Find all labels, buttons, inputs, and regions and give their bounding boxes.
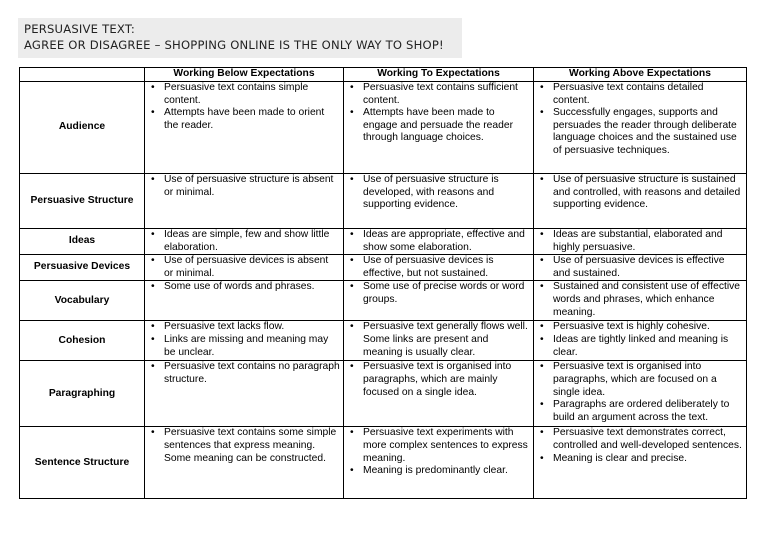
rubric-body (20, 82, 747, 499)
bullet-item: • Persuasive text lacks flow. (149, 321, 340, 334)
cell-below (145, 281, 344, 321)
column-header-above: Working Above Expectations (534, 68, 747, 82)
cell-below (145, 255, 344, 281)
header-line-1: PERSUASIVE TEXT: (24, 22, 135, 36)
bullet-list (534, 229, 746, 254)
bullet-item: • Persuasive text is organised into paragraphs, which are mainly focused on a single idea. (348, 361, 530, 399)
bullet-list (534, 281, 746, 319)
table-row (20, 174, 747, 229)
bullet-list (534, 255, 746, 280)
bullet-item: • Attempts have been made to engage and persuade the reader through language choices. (348, 107, 530, 145)
bullet-item: • Use of persuasive devices is absent or minimal. (149, 255, 340, 280)
bullet-list (145, 427, 343, 465)
criterion-label: Ideas (20, 229, 145, 255)
bullet-list (344, 255, 533, 280)
bullet-item: • Persuasive text contains some simple sentences that express meaning. Some meaning can be constructed. (149, 427, 340, 465)
cell-above (534, 229, 747, 255)
cell-above (534, 82, 747, 174)
document-header (18, 18, 462, 58)
bullet-item: • Ideas are substantial, elaborated and highly persuasive. (538, 229, 743, 254)
rubric-table (19, 67, 747, 499)
table-row (20, 229, 747, 255)
cell-above (534, 361, 747, 427)
bullet-list (534, 82, 746, 158)
criterion-label: Vocabulary (20, 281, 145, 321)
bullet-item: • Paragraphs are ordered deliberately to build an argument across the text. (538, 399, 743, 424)
bullet-item: • Ideas are simple, few and show little elaboration. (149, 229, 340, 254)
table-header-row (20, 68, 747, 82)
table-row (20, 255, 747, 281)
bullet-item: • Use of persuasive devices is effective and sustained. (538, 255, 743, 280)
bullet-list (534, 361, 746, 424)
cell-to (344, 281, 534, 321)
bullet-list (145, 255, 343, 280)
cell-to (344, 361, 534, 427)
cell-above (534, 174, 747, 229)
cell-above (534, 427, 747, 499)
cell-below (145, 427, 344, 499)
cell-above (534, 281, 747, 321)
bullet-item: • Persuasive text experiments with more complex sentences to express meaning. (348, 427, 530, 465)
bullet-item: • Persuasive text contains no paragraph structure. (149, 361, 340, 386)
bullet-list (344, 321, 533, 359)
column-header-to: Working To Expectations (344, 68, 534, 82)
bullet-list (344, 361, 533, 399)
bullet-item: • Persuasive text contains detailed content. (538, 82, 743, 107)
bullet-list (145, 361, 343, 386)
bullet-list (145, 321, 343, 359)
bullet-list (344, 174, 533, 212)
bullet-list (344, 229, 533, 254)
table-row (20, 427, 747, 499)
cell-below (145, 174, 344, 229)
bullet-item: • Use of persuasive structure is developed, with reasons and supporting evidence. (348, 174, 530, 212)
cell-below (145, 82, 344, 174)
bullet-list (145, 174, 343, 199)
bullet-item: • Persuasive text is organised into paragraphs, which are focused on a single idea. (538, 361, 743, 399)
cell-to (344, 82, 534, 174)
criterion-label: Audience (20, 82, 145, 174)
table-row (20, 361, 747, 427)
cell-to (344, 255, 534, 281)
cell-below (145, 229, 344, 255)
bullet-item: • Use of persuasive devices is effective, but not sustained. (348, 255, 530, 280)
bullet-item: • Ideas are appropriate, effective and show some elaboration. (348, 229, 530, 254)
header-line-2: AGREE OR DISAGREE – SHOPPING ONLINE IS THE ONLY WAY TO SHOP! (24, 38, 444, 52)
bullet-list (344, 427, 533, 477)
table-row (20, 321, 747, 361)
bullet-item: • Links are missing and meaning may be unclear. (149, 334, 340, 359)
bullet-item: • Sustained and consistent use of effective words and phrases, which enhance meaning. (538, 281, 743, 319)
bullet-item: • Some use of precise words or word groups. (348, 281, 530, 306)
bullet-list (534, 174, 746, 212)
bullet-item: • Persuasive text is highly cohesive. (538, 321, 743, 334)
bullet-item: • Attempts have been made to orient the reader. (149, 107, 340, 132)
bullet-item: • Persuasive text generally flows well. Some links are present and meaning is usually clear. (348, 321, 530, 359)
bullet-item: • Persuasive text demonstrates correct, controlled and well-developed sentences. (538, 427, 743, 452)
bullet-list (344, 281, 533, 306)
cell-to (344, 229, 534, 255)
cell-to (344, 174, 534, 229)
bullet-item: • Successfully engages, supports and persuades the reader through deliberate language choices and the sustained use of persuasive techniques. (538, 107, 743, 157)
bullet-item: • Meaning is clear and precise. (538, 453, 743, 466)
cell-below (145, 321, 344, 361)
bullet-list (145, 229, 343, 254)
column-header-below: Working Below Expectations (145, 68, 344, 82)
criterion-label: Persuasive Structure (20, 174, 145, 229)
cell-below (145, 361, 344, 427)
bullet-list (145, 281, 343, 294)
bullet-list (534, 321, 746, 359)
bullet-item: • Meaning is predominantly clear. (348, 465, 530, 478)
bullet-item: • Ideas are tightly linked and meaning is clear. (538, 334, 743, 359)
column-header-criterion (20, 68, 145, 82)
criterion-label: Cohesion (20, 321, 145, 361)
cell-to (344, 321, 534, 361)
bullet-item: • Some use of words and phrases. (149, 281, 340, 294)
cell-above (534, 255, 747, 281)
table-row (20, 82, 747, 174)
bullet-list (344, 82, 533, 145)
criterion-label: Sentence Structure (20, 427, 145, 499)
bullet-item: • Use of persuasive structure is absent or minimal. (149, 174, 340, 199)
bullet-item: • Persuasive text contains simple content. (149, 82, 340, 107)
bullet-list (145, 82, 343, 132)
cell-to (344, 427, 534, 499)
cell-above (534, 321, 747, 361)
table-row (20, 281, 747, 321)
criterion-label: Persuasive Devices (20, 255, 145, 281)
bullet-item: • Persuasive text contains sufficient content. (348, 82, 530, 107)
criterion-label: Paragraphing (20, 361, 145, 427)
bullet-item: • Use of persuasive structure is sustained and controlled, with reasons and detailed supporting evidence. (538, 174, 743, 212)
bullet-list (534, 427, 746, 465)
